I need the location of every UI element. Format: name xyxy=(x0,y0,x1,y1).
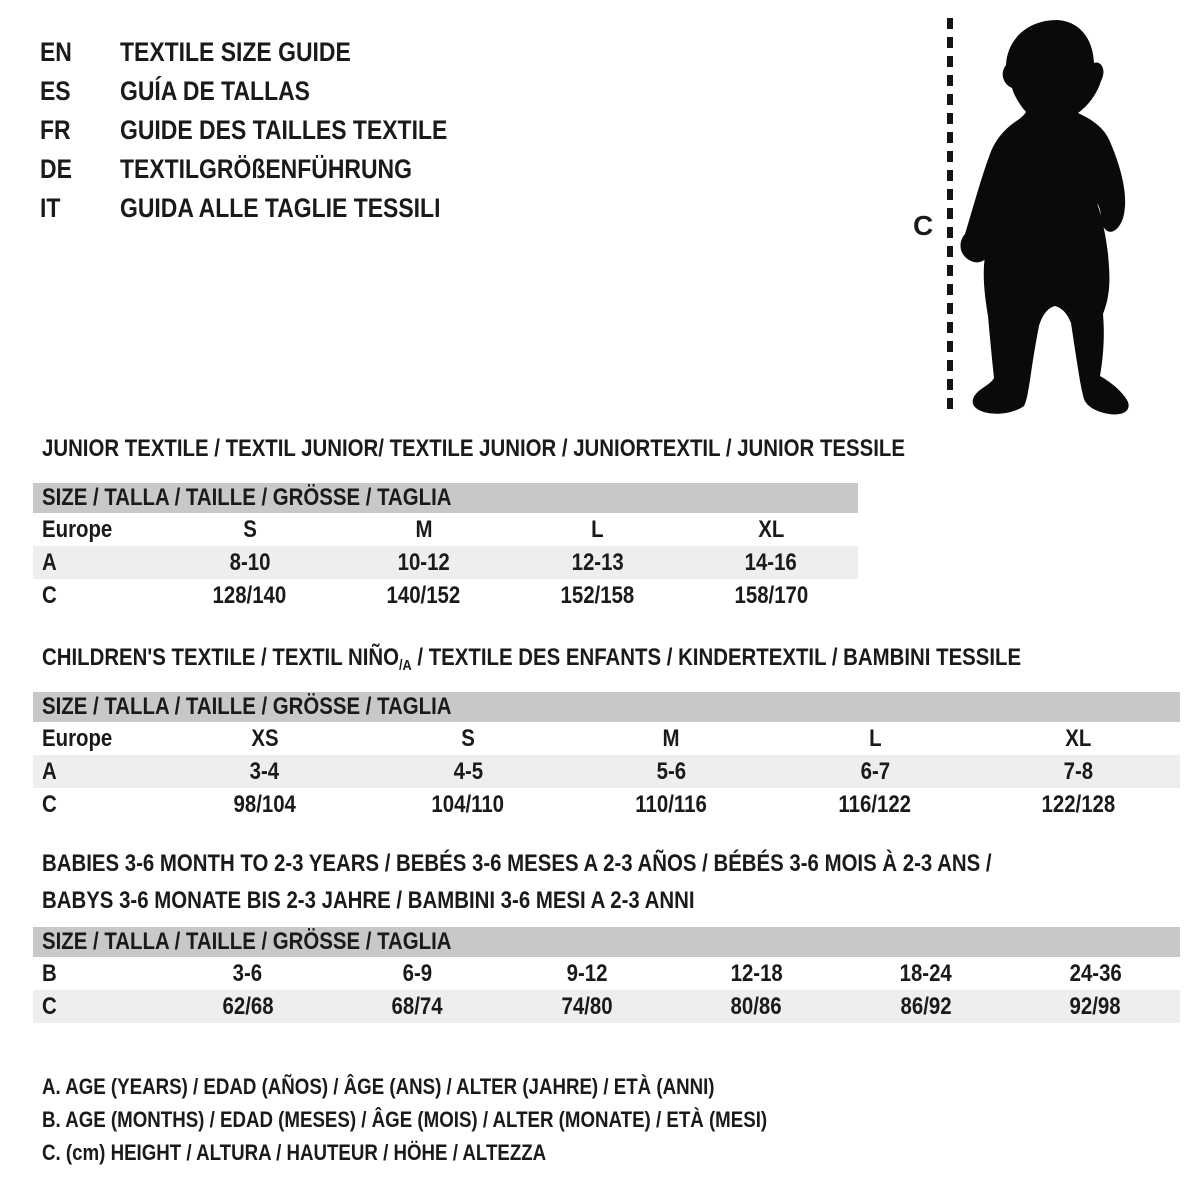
cell-value: 92/98 xyxy=(1069,992,1121,1020)
cell-value: 6-9 xyxy=(402,959,432,987)
cell-value: 6-7 xyxy=(860,757,890,785)
legend-line-b: B. AGE (MONTHS) / EDAD (MESES) / ÂGE (MOIS) / ALTER (MONATE) / ETÀ (MESI) xyxy=(42,1107,768,1132)
legend-line-a: A. AGE (YEARS) / EDAD (AÑOS) / ÂGE (ANS) / ALTER (JAHRE) / ETÀ (ANNI) xyxy=(42,1074,715,1099)
babies-size-header: SIZE / TALLA / TAILLE / GRÖSSE / TAGLIA xyxy=(42,928,452,955)
babies-table xyxy=(33,957,1180,1023)
babies-row-height xyxy=(33,990,1180,1023)
cell-value: 12-18 xyxy=(730,959,783,987)
cell-value: 62/68 xyxy=(222,992,274,1020)
row-label: C xyxy=(42,581,57,609)
cell-value: L xyxy=(868,724,882,752)
lang-title-fr: GUIDE DES TAILLES TEXTILE xyxy=(120,115,448,145)
lang-row-it xyxy=(40,189,505,228)
children-row-age xyxy=(33,755,1180,788)
row-label: B xyxy=(42,959,57,987)
cell-value: 104/110 xyxy=(431,790,505,818)
children-row-europe xyxy=(33,722,1180,755)
cell-value: M xyxy=(415,515,433,543)
children-size-table xyxy=(33,692,1180,821)
children-row-height xyxy=(33,788,1180,821)
children-table xyxy=(33,722,1180,821)
row-label: Europe xyxy=(42,724,113,752)
cell-value: XL xyxy=(1065,724,1092,752)
babies-title-line1: BABIES 3-6 MONTH TO 2-3 YEARS / BEBÉS 3-6 MESES A 2-3 AÑOS / BÉBÉS 3-6 MOIS À 2-3 ANS / xyxy=(42,850,992,877)
lang-title-it: GUIDA ALLE TAGLIE TESSILI xyxy=(120,193,441,223)
cell-value: 3-4 xyxy=(249,757,280,785)
cell-value: S xyxy=(461,724,475,752)
junior-size-header-bar xyxy=(33,483,858,513)
children-section-title: CHILDREN'S TEXTILE / TEXTIL $NIÑO_{/A}$ / TEXTILE DES ENFANTS / KINDERTEXTIL / BAMBINI TESSILE xyxy=(42,644,1022,674)
junior-row-europe xyxy=(33,513,858,546)
cell-value: 158/170 xyxy=(734,581,808,609)
babies-title-line2: BABYS 3-6 MONATE BIS 2-3 JAHRE / BAMBINI 3-6 MESI A 2-3 ANNI xyxy=(42,887,695,914)
junior-row-height xyxy=(33,579,858,612)
babies-size-table xyxy=(33,927,1180,1023)
babies-section-title xyxy=(42,845,1159,919)
junior-row-age xyxy=(33,546,858,579)
cell-value: 7-8 xyxy=(1063,757,1094,785)
height-measure-label: C xyxy=(913,210,934,241)
junior-size-table xyxy=(33,483,858,612)
lang-row-es xyxy=(40,72,505,111)
lang-code-it: IT xyxy=(40,193,61,223)
cell-value: 86/92 xyxy=(900,992,952,1020)
row-label: C xyxy=(42,790,57,818)
babies-row-months xyxy=(33,957,1180,990)
cell-value: XL xyxy=(758,515,785,543)
language-guide xyxy=(40,33,505,228)
lang-title-en: TEXTILE SIZE GUIDE xyxy=(120,37,351,67)
cell-value: 8-10 xyxy=(229,548,271,576)
row-label: A xyxy=(42,757,57,785)
toddler-silhouette-shape xyxy=(960,20,1128,414)
lang-code-es: ES xyxy=(40,76,71,106)
cell-value: 5-6 xyxy=(656,757,687,785)
cell-value: 128/140 xyxy=(212,581,287,609)
cell-value: 3-6 xyxy=(233,959,263,987)
cell-value: 80/86 xyxy=(730,992,782,1020)
cell-value: 10-12 xyxy=(397,548,450,576)
toddler-silhouette-icon xyxy=(895,8,1165,428)
cell-value: 18-24 xyxy=(899,959,952,987)
cell-value: 116/122 xyxy=(838,790,912,818)
cell-value: M xyxy=(662,724,680,752)
cell-value: 4-5 xyxy=(453,757,483,785)
cell-value: 68/74 xyxy=(391,992,443,1020)
cell-value: 14-16 xyxy=(745,548,798,576)
cell-value: 122/128 xyxy=(1041,790,1116,818)
measurement-legend xyxy=(42,1070,895,1169)
lang-title-de: TEXTILGRÖßENFÜHRUNG xyxy=(120,154,412,184)
junior-section-title: JUNIOR TEXTILE / TEXTIL JUNIOR/ TEXTILE JUNIOR / JUNIORTEXTIL / JUNIOR TESSILE xyxy=(42,435,905,462)
lang-title-es: GUÍA DE TALLAS xyxy=(120,76,310,106)
cell-value: 140/152 xyxy=(386,581,461,609)
cell-value: 152/158 xyxy=(560,581,635,609)
junior-size-header: SIZE / TALLA / TAILLE / GRÖSSE / TAGLIA xyxy=(42,484,452,511)
children-size-header-bar xyxy=(33,692,1180,722)
cell-value: S xyxy=(243,515,257,543)
lang-code-fr: FR xyxy=(40,115,71,145)
children-size-header: SIZE / TALLA / TAILLE / GRÖSSE / TAGLIA xyxy=(42,693,452,720)
babies-size-header-bar xyxy=(33,927,1180,957)
cell-value: 9-12 xyxy=(566,959,608,987)
cell-value: 98/104 xyxy=(233,790,296,818)
cell-value: L xyxy=(591,515,604,543)
legend-line-c: C. (cm) HEIGHT / ALTURA / HAUTEUR / HÖHE / ALTEZZA xyxy=(42,1140,547,1165)
cell-value: 24-36 xyxy=(1069,959,1122,987)
row-label: A xyxy=(42,548,57,576)
lang-code-de: DE xyxy=(40,154,72,184)
lang-row-en xyxy=(40,33,505,72)
cell-value: XS xyxy=(251,724,279,752)
junior-table xyxy=(33,513,858,612)
title-subscript: /A xyxy=(398,657,412,674)
cell-value: 74/80 xyxy=(561,992,613,1020)
lang-row-de xyxy=(40,150,505,189)
cell-value: 110/116 xyxy=(635,790,708,818)
lang-code-en: EN xyxy=(40,37,72,67)
cell-value: 12-13 xyxy=(571,548,624,576)
lang-row-fr xyxy=(40,111,505,150)
row-label: C xyxy=(42,992,57,1020)
row-label: Europe xyxy=(42,515,113,543)
